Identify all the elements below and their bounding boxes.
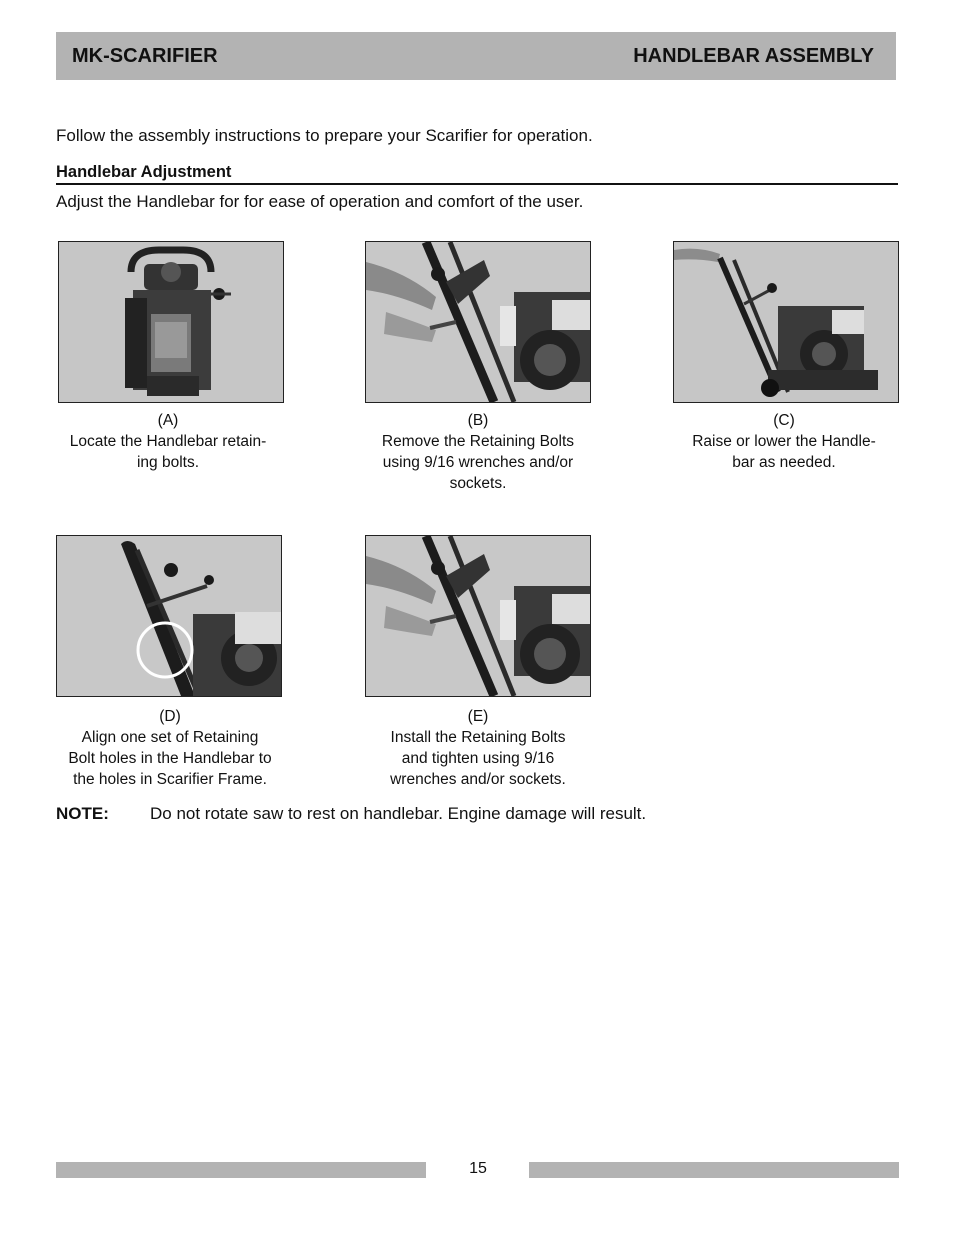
note-text: Do not rotate saw to rest on handlebar. Engine damage will result. [150, 804, 647, 823]
footer-bar-left [56, 1162, 426, 1178]
caption-b [348, 410, 608, 494]
photo-c-raise-lower [673, 241, 899, 403]
note [56, 804, 646, 824]
caption-e [348, 706, 608, 790]
section-heading: Handlebar Adjustment [56, 163, 898, 185]
caption-b-line-1: Remove the Retaining Bolts [381, 433, 575, 450]
caption-a-letter: (A) [157, 412, 179, 429]
caption-c [654, 410, 914, 473]
caption-e-letter: (E) [467, 708, 489, 725]
header-section-title: HANDLEBAR ASSEMBLY [633, 44, 874, 67]
section-text: Adjust the Handlebar for for ease of operation and comfort of the user. [56, 192, 584, 211]
caption-d-letter: (D) [159, 708, 181, 725]
photo-b-remove-bolts [365, 241, 591, 403]
note-label: NOTE: [56, 804, 109, 823]
caption-e-line-3: wrenches and/or sockets. [390, 771, 566, 788]
caption-e-line-1: Install the Retaining Bolts [390, 729, 566, 746]
caption-c-line-1: Raise or lower the Handle- [692, 433, 876, 450]
caption-e-line-2: and tighten using 9/16 [401, 750, 555, 767]
caption-a-line-1: Locate the Handlebar retain- [69, 433, 267, 450]
caption-b-line-3: sockets. [449, 475, 507, 492]
page-number: 15 [469, 1160, 487, 1177]
caption-d-line-1: Align one set of Retaining [81, 729, 259, 746]
caption-a [38, 410, 298, 473]
caption-c-line-2: bar as needed. [732, 454, 836, 471]
footer-bar-right [529, 1162, 899, 1178]
caption-b-line-2: using 9/16 wrenches and/or [382, 454, 574, 471]
caption-d [40, 706, 300, 790]
photo-d-align-holes [56, 535, 282, 697]
intro-text: Follow the assembly instructions to prepare your Scarifier for operation. [56, 126, 593, 145]
caption-d-line-2: Bolt holes in the Handlebar to [68, 750, 272, 767]
caption-b-letter: (B) [467, 412, 489, 429]
caption-c-letter: (C) [773, 412, 795, 429]
photo-a-front-view [58, 241, 284, 403]
caption-d-line-3: the holes in Scarifier Frame. [73, 771, 267, 788]
page-header [56, 32, 896, 80]
caption-a-line-2: ing bolts. [136, 454, 200, 471]
photo-e-install-bolts [365, 535, 591, 697]
header-product-title: MK-SCARIFIER [72, 44, 218, 67]
